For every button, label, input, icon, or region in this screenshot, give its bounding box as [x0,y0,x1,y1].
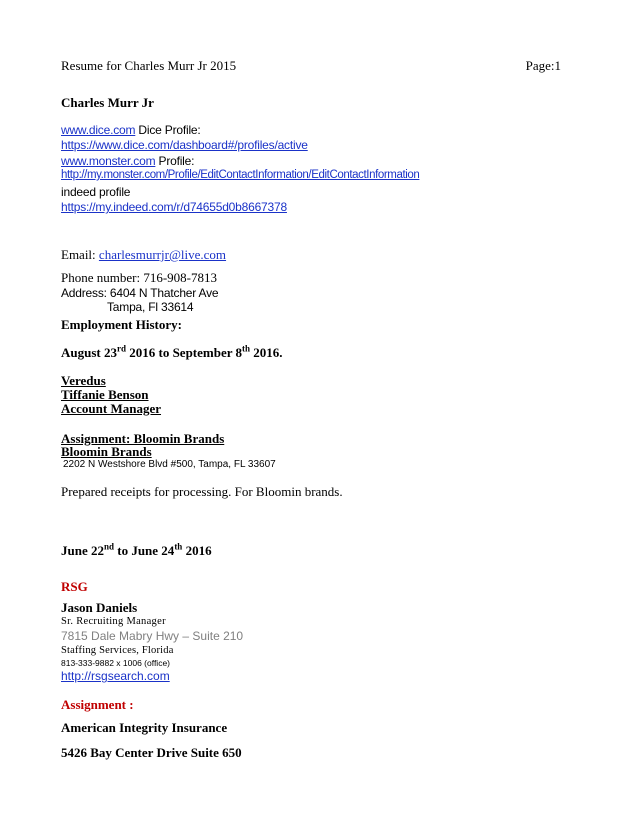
monster-link[interactable]: www.monster.com [61,154,156,168]
job1-company: Veredus [61,373,106,388]
job1-client-address: 2202 N Westshore Blvd #500, Tampa, FL 33607 [63,459,276,470]
job1-end-date: 2016 to September 8 [126,345,243,360]
job1-description: Prepared receipts for processing. For Bloomin brands. [61,484,343,499]
job1-start-date: August 23 [61,345,117,360]
address-line-2: Tampa, Fl 33614 [107,300,194,314]
job1-contact-name: Tiffanie Benson [61,387,149,402]
job2-year: 2016 [182,543,212,558]
job2-dates [61,543,212,559]
indeed-profile-url[interactable]: https://my.indeed.com/r/d74655d0b8667378 [61,200,287,214]
page-number: Page:1 [525,58,561,73]
job2-agency: Staffing Services, Florida [61,645,174,656]
job2-company: RSG [61,579,88,594]
job1-assignment: Assignment: Bloomin Brands [61,431,225,446]
monster-profile-url[interactable]: http://my.monster.com/Profile/EditContactInformation/EditContactInformation [61,169,420,181]
job1-client: Bloomin Brands [61,444,152,459]
dice-link[interactable]: www.dice.com [61,123,136,137]
dice-profile-label: Dice Profile: [135,123,201,137]
dice-profile-url[interactable]: https://www.dice.com/dashboard#/profiles/active [61,138,308,152]
job2-assignment-label: Assignment : [61,697,134,712]
job2-address: 7815 Dale Mabry Hwy – Suite 210 [61,629,244,643]
job2-website-link[interactable]: http://rsgsearch.com [61,669,170,683]
job2-end-date: to June 24 [114,543,175,558]
address-line-1: Address: 6404 N Thatcher Ave [61,286,219,300]
dice-profile-line [61,123,201,137]
job2-phone: 813-333-9882 x 1006 (office) [61,658,171,668]
job1-end-suffix: th [242,343,251,354]
indeed-profile-label: indeed profile [61,185,131,199]
email-label: Email: [61,247,99,262]
monster-profile-line [61,154,194,168]
job1-year: 2016. [250,345,283,360]
candidate-name: Charles Murr Jr [61,95,154,110]
job2-client: American Integrity Insurance [61,720,228,735]
job1-contact-title: Account Manager [61,401,162,416]
job1-start-suffix: rd [117,343,126,354]
job2-end-suffix: th [174,541,183,552]
monster-profile-label: Profile: [155,154,195,168]
employment-history-heading: Employment History: [61,317,182,332]
job2-client-address: 5426 Bay Center Drive Suite 650 [61,745,242,760]
job2-contact-name: Jason Daniels [61,600,138,615]
job2-start-suffix: nd [103,541,114,552]
phone-number: Phone number: 716-908-7813 [61,270,217,285]
job2-start-date: June 22 [61,543,104,558]
job2-contact-title: Sr. Recruiting Manager [61,616,166,627]
document-header-title: Resume for Charles Murr Jr 2015 [61,58,237,73]
job1-dates [61,345,283,361]
email-link[interactable]: charlesmurrjr@live.com [98,247,227,262]
email-line [61,247,226,263]
